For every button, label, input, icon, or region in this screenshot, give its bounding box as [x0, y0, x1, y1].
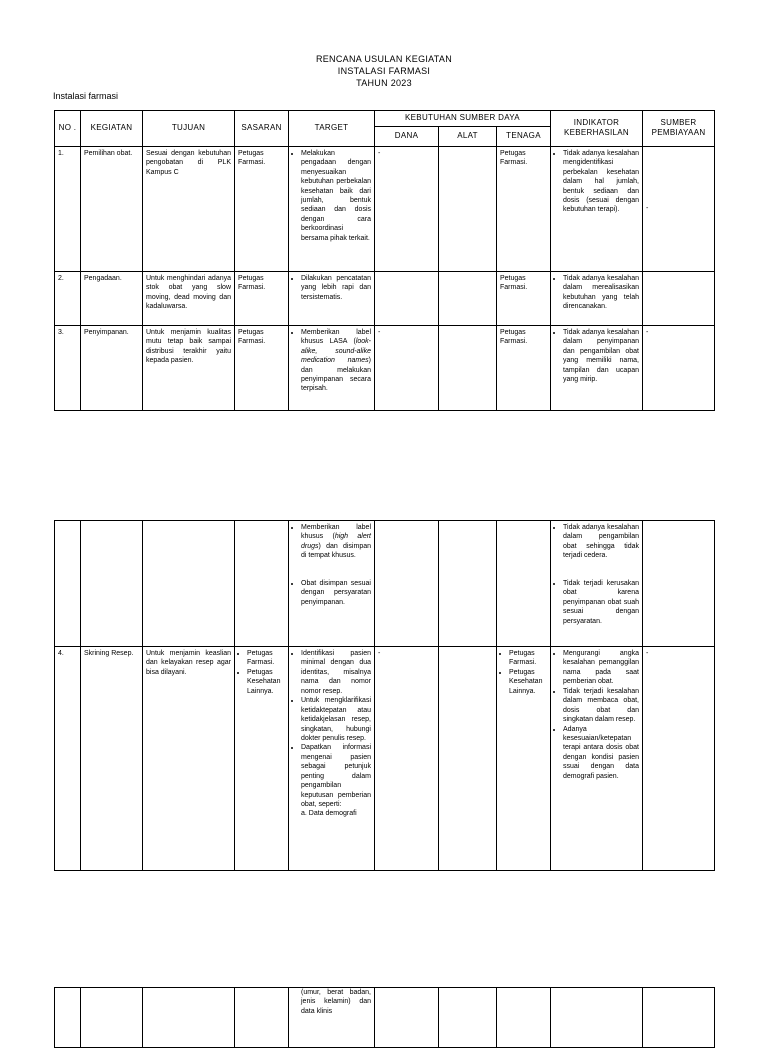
col-tujuan: TUJUAN [143, 111, 235, 147]
row-dana [375, 271, 439, 325]
row-no: 3. [55, 325, 81, 410]
plan-table-page2 [54, 520, 715, 871]
table-row [55, 325, 715, 410]
row-tujuan: Untuk menjamin keaslian dan kelayakan resep agar bisa dilayani. [143, 647, 235, 871]
row-alat [439, 647, 497, 871]
row-dana: - [375, 325, 439, 410]
row-sumber: - [643, 647, 715, 871]
row-target-sub: a. Data demografi [301, 810, 357, 818]
col-sumber: SUMBER PEMBIAYAAN [643, 111, 715, 147]
row-target-item: • Dilakukan pencatatan yang lebih rapi dan tersistematis. [301, 274, 371, 302]
row-target-item: • Memberikan label khusus LASA (look-alike, sound-alike medication names) dan melakukan penyimpanan secara terpisah. [301, 328, 371, 394]
unit-name: Instalasi farmasi [53, 91, 119, 101]
row-sumber: - [643, 325, 715, 410]
row-no: 1. [55, 146, 81, 271]
col-kebutuhan: KEBUTUHAN SUMBER DAYA [375, 111, 551, 127]
table-row [55, 647, 715, 871]
row-tujuan: Untuk menghindari adanya stok obat yang slow moving, dead moving dan kadaluwarsa. [143, 271, 235, 325]
col-kegiatan: KEGIATAN [81, 111, 143, 147]
row-sasaran-item: • Petugas Kesehatan Lainnya. [247, 668, 285, 696]
col-no: NO . [55, 111, 81, 147]
row-target-item: • Identifikasi pasien minimal dengan dua identitas, misalnya nama dan nomor nomor resep. [301, 649, 371, 696]
row-kegiatan: Pengadaan. [81, 271, 143, 325]
row-tenaga: Petugas Farmasi. [497, 271, 551, 325]
col-target: TARGET [289, 111, 375, 147]
row-alat [439, 325, 497, 410]
col-indikator: INDIKATOR KEBERHASILAN [551, 111, 643, 147]
row-kegiatan: Skrining Resep. [81, 647, 143, 871]
col-tenaga: TENAGA [497, 126, 551, 146]
row-kegiatan: Pemilihan obat. [81, 146, 143, 271]
row-no: 4. [55, 647, 81, 871]
row-sasaran: Petugas Farmasi. [235, 146, 289, 271]
table-row [55, 146, 715, 271]
row-alat [439, 146, 497, 271]
row-tenaga-item: • Petugas Farmasi. [509, 649, 547, 668]
col-sasaran: SASARAN [235, 111, 289, 147]
row-tenaga: Petugas Farmasi. [497, 146, 551, 271]
row-tujuan: Untuk menjamin kualitas mutu tetap baik sampai distribusi terakhir yaitu kepada pasien. [143, 325, 235, 410]
row-kegiatan: Penyimpanan. [81, 325, 143, 410]
row-target-cont: (umur, berat badan, jenis kelamin) dan data klinis [289, 988, 375, 1048]
row-target-item: • Untuk mengklarifikasi ketidaktepatan atau ketidakjelasan resep, singkatan, hubungi dokter penulis resep. [301, 696, 371, 743]
doc-title-line2: INSTALASI FARMASI [337, 66, 431, 76]
row-sasaran: Petugas Farmasi. [235, 325, 289, 410]
row-target-item: • Dapatkan informasi mengenai pasien sebagai petunjuk penting dalam pengambilan keputusan pemberian obat, seperti: [301, 743, 371, 809]
row-tenaga-item: • Petugas Kesehatan Lainnya. [509, 668, 547, 696]
table-row [55, 271, 715, 325]
row-indikator-item: • Tidak adanya kesalahan mengidentifikasi perbekalan kesehatan dalam hal jumlah, bentuk sediaan dan dosis (sesuai dengan kebutuhan terapi). [563, 149, 639, 215]
col-alat: ALAT [439, 126, 497, 146]
doc-title-line3: TAHUN 2023 [356, 78, 412, 88]
row-alat [439, 271, 497, 325]
row-dana: - [375, 146, 439, 271]
table-row [55, 521, 715, 647]
row-tenaga: Petugas Farmasi. [497, 325, 551, 410]
row-indikator-item: • Tidak adanya kesalahan dalam pengambilan obat sehingga tidak terjadi cedera. [563, 523, 639, 561]
row-sumber: - [643, 146, 715, 271]
row-indikator-item: • Tidak adanya kesalahan dalam merealisasikan kebutuhan yang telah direncanakan. [563, 274, 639, 312]
row-sumber [643, 271, 715, 325]
row-indikator-item: • Tidak adanya kesalahan dalam penyimpanan dan pengambilan obat yang memiliki nama, tampilan dan ucapan yang mirip. [563, 328, 639, 385]
row-tujuan: Sesuai dengan kebutuhan pengobatan di PLK Kampus C [143, 146, 235, 271]
row-sasaran: Petugas Farmasi. [235, 271, 289, 325]
row-indikator-item: • Adanya kesesuaian/ketepatan terapi antara dosis obat dengan kondisi pasien ssuai dengan data demografi pasien. [563, 725, 639, 782]
col-dana: DANA [375, 126, 439, 146]
row-target-item: • Obat disimpan sesuai dengan persyaratan penyimpanan. [301, 579, 371, 607]
plan-table-page3 [54, 987, 715, 1048]
row-sasaran-item: • Petugas Farmasi. [247, 649, 285, 668]
table-row [55, 988, 715, 1048]
row-target-item: • Memberikan label khusus (high alert drugs) dan disimpan di tempat khusus. [301, 523, 371, 561]
row-target-item: • Melakukan pengadaan dengan menyesuaikan kebutuhan perbekalan kesehatan baik dari jumlah, bentuk sediaan dan dosis dengan cara berkoordinasi bersama pihak terkait. [301, 149, 371, 243]
row-indikator-item: • Mengurangi angka kesalahan pemanggilan nama pada saat pemberian obat. [563, 649, 639, 687]
row-indikator-item: • Tidak terjadi kesalahan dalam membaca obat, dosis obat dan singkatan dalam resep. [563, 687, 639, 725]
plan-table-page1 [54, 110, 715, 411]
row-indikator-item: • Tidak terjadi kerusakan obat karena penyimpanan obat suah sesuai dengan persyaratan. [563, 579, 639, 626]
row-dana: - [375, 647, 439, 871]
doc-title-line1: RENCANA USULAN KEGIATAN [315, 54, 453, 64]
row-no: 2. [55, 271, 81, 325]
